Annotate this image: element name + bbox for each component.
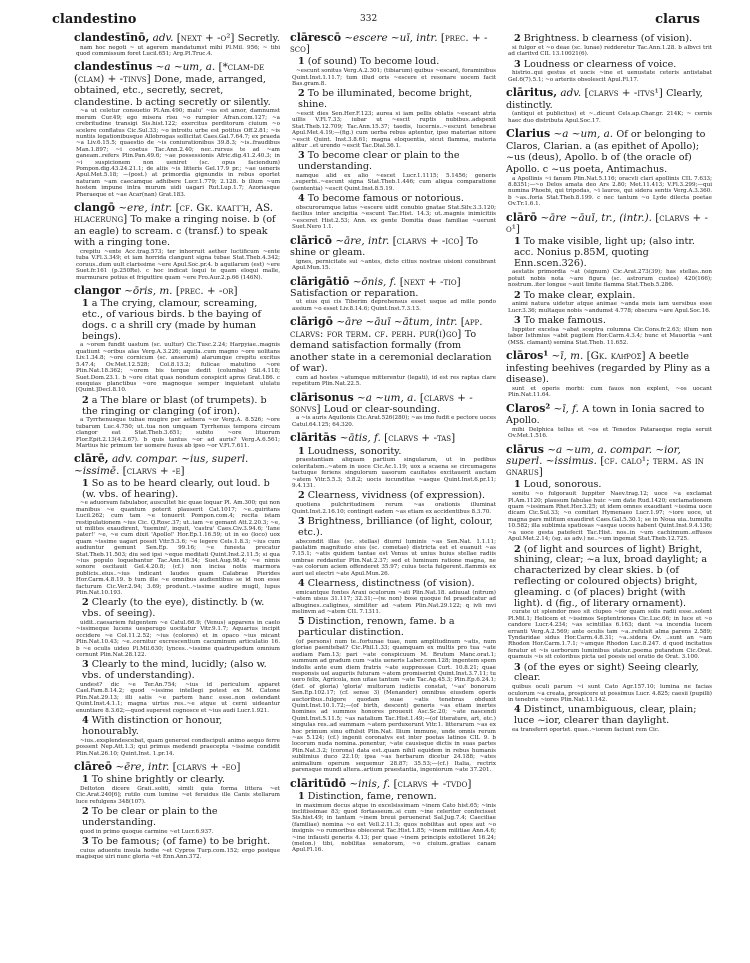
sense-block [290, 491, 496, 515]
etymology: [clarvs + -tvdo] [393, 777, 472, 790]
dictionary-entry [290, 235, 496, 272]
sense-block [506, 291, 712, 315]
entry-head [74, 285, 280, 297]
dictionary-entry [290, 32, 496, 231]
sense-text: With distinction or honour, honourably. [82, 715, 223, 737]
entry-head [74, 761, 280, 773]
sense-number: 5 [298, 616, 305, 628]
entry-head [506, 212, 712, 235]
headword: clāros¹ [506, 349, 549, 363]
sense-block [74, 299, 280, 393]
running-head-right: clarus [655, 12, 700, 27]
sense-text: Brightness, brilliance (of light, colour, etc.). [298, 515, 493, 538]
etymology: [Gk. κλῆρος] [586, 350, 646, 363]
sense-block [290, 579, 496, 615]
sense-text: (of light and sources of light) Bright, shining, clear; ~a lux, broad daylight; a characterized by clear skies. b (of reflecting or coloured objects) bright, gleaming. c (of places) bright (with light). d (fig., of literary ornament). [514, 543, 708, 609]
sense-text: Clearness, vividness (of expression). [307, 490, 486, 502]
sense-number: 1 [298, 445, 305, 457]
sense-number: 1 [82, 477, 89, 489]
grammar-label: ~ōris, m. [124, 285, 173, 298]
grammar-label: ~a ~um, a. [155, 61, 216, 74]
dictionary-entry [290, 778, 496, 854]
sense-text: Brightness. b clearness (of vision). [523, 33, 693, 44]
sense-number: 4 [298, 193, 305, 205]
headword: clāritās [290, 431, 337, 445]
headword: clārē, [74, 452, 109, 466]
sense-text: Loud, sonorous. [523, 479, 602, 491]
sense-text: Loudness, sonority. [307, 445, 402, 457]
entry-head [506, 403, 712, 427]
definition: A town in Ionia sacred to Apollo. [506, 403, 705, 427]
sense-definition [74, 837, 280, 848]
grammar-label: ~ōnis, f. [352, 275, 397, 288]
sense-citations: curate ut splendor meo sit clupeo ~ior quam solis radii esse..solent Pl.Mil.1; Helicem et ~issimos Septentriones Cic.Luc.66; in luce et ~o candore Lucr.4.234; ~as scintillas 6.163; dant ~a incendia lucem erranti Verg.A.2.569; ante oculis tam ~a..refulsit alma parens 2.589; Tyndaridae sidus Hor.Carm.4.8.31; ~a..sidera Ov. ..sunt an ~am Rhodon Hor.Carm.1.7.1; ~amque Rhodon Luc.8.247. d quod incitatius feratur et ~is uerborum luminibus utatur..poema putandum Cic.Orat. quamuis ~is sit coloribus picta uel poesis uel oratio de Orat. 3.100. [508, 609, 712, 661]
sense-number: 3 [82, 836, 89, 848]
column-left [74, 32, 280, 957]
headword: clārigō [290, 315, 334, 329]
dictionary-entry [506, 34, 712, 83]
running-head [0, 12, 750, 28]
dictionary-entry [506, 212, 712, 347]
entry-head [290, 432, 496, 444]
citations: mihi Delphica tellus et ~os et Tenedos Pataraeque regia seruit Ov.Met.1.516. [508, 427, 712, 440]
headword: clangor [74, 284, 121, 298]
definition: To make a ringing noise. b (of an eagle) to scream. c (transf.) to speak with a ringing tone. [74, 214, 276, 249]
sense-text: To be clear or plain to the understanding. [82, 806, 218, 828]
sense-citations: ~escunt sonitus Verg.A.2.301; (tibiarum) quibus ~escant, foraminibus Quint.Inst.1.11.7; tum illud oris ~escere et resonare uocem facit Bas.gram.8. [292, 68, 496, 88]
sense-citations: ~ius..exsplendescebat, quam generosi condiscipuli animo aequo ferre possent Nep.Att.1.3; qui primus medendi praecepta ~issime condidit Plin.Nat.26.10; Quint.Inst. 1.pr.14. [76, 737, 280, 757]
sense-number: 2 [298, 88, 305, 100]
grammar-label: adv. [152, 32, 174, 44]
dictionary-entry [290, 316, 496, 387]
dictionary-entry [74, 761, 280, 861]
sense-definition [74, 660, 280, 682]
dictionary-entry [506, 403, 712, 440]
sense-definition [74, 716, 280, 738]
sense-citations: a ~orem fundit uastum (sc. uultur) Cic.Tusc.2.24; Harpyiae..magnis quatiunt ~oribus alas Verg.A.3.226; aquila..cum magno ~ore uolitans Liv.1.34.8; ~ore cornicum (sc. anserum) alarumque crepitu excitus 5.47.4; Ov.Met.12.528; Col.8.13.2; fulicae matutino ~ore Plin.Nat.18.362; ~orem bis terque dedit (columba) Sil.4.118; Suet.Dom.23.1. b ~ore citat quas nondum conspicit apros Grat.186. c exequias planctibus ~ore magnoque semper inquietant ululatu [Quint.]Decl.8.10. [76, 342, 280, 394]
citations: cum ad hostes ~atumque mitterentur (legati), id est res raptas clare repetitum Plin.Nat.22.5. [292, 374, 496, 388]
sense-block [74, 807, 280, 835]
sense-definition [74, 299, 280, 342]
sense-citations: animi natura uidetur atque animae ~anda meis iam uersibus esse Lucr.3.36; multaque nobis ~andumst 4.778; obscura ~are Apul.Soc.16. [508, 301, 712, 314]
sense-definition [74, 479, 280, 501]
sense-citations: obscurorumque latus ~escere uidit conubio gnatae Stat.Silv.3.3.120; facilius inter ancipitia ~escunt Tac.Hist. 14.3; ut..magnis inimicitiis ~esceret Hist.2.53; Ann. ex gente Domitia duae familiae ~uerunt Suet.Nero 1.1. [292, 205, 496, 231]
headword: clāritus, [506, 86, 558, 100]
sense-block [290, 517, 496, 577]
entry-head [290, 32, 496, 55]
sense-number: 4 [82, 715, 89, 727]
sense-citations: praestantiam aliquam partium singularum, ut in pedibus celeritatem..~atem in uoce Cic.Ac.1.19; uox a scaena se circumagens tactuque feriens singulorum uasorum cauitates excitauerit auctam ~atem Vitr.5.5.3; 5.8.2; uocis iucunditas ~asque Quint.Inst.6.pr.11; 9.4.131. [292, 457, 496, 489]
headword: clāricō [290, 233, 333, 247]
sense-citations: sonitu ~o fulgorauit Iuppiter Naev.trag.12; uoce ~a exclamat Pl.Am.1120; plausum fabulae huic ~um date Rud.1420; exclamationem quam ~issimam Rhet.Her.3.25; ut idem omnes exaudiant ~issima uoce dicam Cic.Sul.33; ~o comitari Hymenaeo Lucr.1.97; ~iore uoce, ut magna pars militum exaudiret Caes.Gal.5.30.1; se in Noua uia..tumultu 10.582; illa sublimia spatiosas ~asque uoces habent Quint.Inst.9.4.136; ~a uoce gesta patefecit Tac.Hist. nos..in ~um cachinnum..effusos Apul.Met.2.14; (sg. as adv.) ne..~um ingemat Stat.Theb.12.725. [508, 491, 712, 543]
sense-citations: Iuppiter excelsa ~abat sceptra columna Cic.Cons.fr.2.63; illum non labor Isthmius ~abit pugilem Hor.Carm.4.3.4; hunc et Mauortia ~ant (MSS. clamant) semina Stat.Theb. 11.652. [508, 327, 712, 346]
entry-head [506, 350, 712, 386]
sense-text: To become famous or notorious. [307, 193, 464, 205]
headword: clārisonus [290, 390, 354, 404]
sense-definition [290, 517, 496, 539]
etymology: [next + -tio] [399, 275, 461, 288]
sense-number: 3 [514, 315, 521, 327]
sense-number: 1 [82, 298, 89, 310]
sense-text: Clearly (to the eye), distinctly. b (w. vbs. of seeing). [82, 597, 265, 620]
sense-citations: histrio..qui gestus et uocis ~ine et uenustate ceteris antistabat Gel.6(7).5.1; ~o arteriis obsolescit Apul.Fl.17. [508, 70, 712, 83]
sense-citations: uidit..caesariem fulgentem ~e Catul.66.9; (Venus) apparens in caelo ~issimeque lucens uesperugo uocitatur Vitr.9.1.7; Aquarius incipit occidere ~e Col.11.2.52; ~ius (colores) et in opaco ~ius micant Plin.Nat.10.43; ~e..cernitur excrescentium cacuminum articulatio 16. b ~e oculis uideo Pl.Mil.630; lynces..~issime quadrupedum omnium cernunt Plin.Nat.28.122. [76, 620, 280, 659]
sense-text: Clearly to the mind, lucidly; (also w. vbs. of understanding). [82, 659, 267, 682]
grammar-label: ~ātis, f. [339, 432, 381, 445]
grammar-label: ~a ~um, a. compar. ~ior, superl. ~issimus. [506, 443, 681, 468]
sense-block [506, 34, 712, 58]
sense-number: 1 [298, 790, 305, 802]
sense-block [506, 545, 712, 661]
sense-block [74, 598, 280, 658]
sense-definition [506, 237, 712, 269]
dictionary-entry [506, 350, 712, 399]
sense-number: 4 [514, 704, 521, 716]
citations: ~a ut celetur consuetio Pl.Am.490; malu' ~us est amor, damnumst merum Cur.49; ego misera risu ~o rumpier Afran.com.127; ~a crebritudine transigi Sis.hist.122; exercitus perditorum ciuium ~o scelere conflatus Cic.Sul.33; ~o introitu urbe est potitus Off.2.81; ~is nuntiis legationibusque Allobrogas sollicitat Caes.Gal.7.64.7; ex praeda ~a Liv.6.15.5; quaestio de ~is coniurationibus 39.8.3; ~is..fraudibus Man.1.897; ~i coetus Tac.Ann.2.40; nec..rursus te ad ~am ganeam..refers Plin.Pan.49.6; ~ae possessionis Afric.dig.41.2.40.3; in ~i suspicionem non ueniret (sc. opus faciendum) Pompon.dig.43.24.21.1; de aliis ~is litteris Gel.17.9 pr.; ~ae ueneris Apul.Met.5.18; —(post.) at primordia gignundis in rebus oportet naturam ~am caecamque adhibere Lucr.1.779; 2.128. b illum ~um hostem impune intra murum uidi uagari Rut.Lup.1.7; Azoriasque Pheraeque et ~ae Acar(nan) Grat.183. [76, 108, 280, 198]
sense-definition [506, 663, 712, 685]
entry-head [290, 392, 496, 416]
sense-block [506, 60, 712, 84]
sense-number: 3 [82, 659, 89, 671]
sense-definition [506, 291, 712, 302]
dictionary-columns [74, 32, 714, 957]
sense-number: 3 [298, 150, 305, 162]
dictionary-entry [506, 87, 712, 124]
page-number: 332 [360, 14, 378, 24]
definition: A beetle infesting beehives (regarded by Pliny as a disease). [506, 351, 711, 386]
citations: a ~is auris Aquilonis Cic.Arat.526(280); ~as imo fudit e pectore uoces Catul.64.125; 64.320. [292, 415, 496, 428]
sense-citations: ~e aduorsum fabulabor, auscultet hic quae loquar Pl. Am.300; qui non manibus ~e quantum poterit plauserit Cat.1017; ~e..quiritans Lucil.262; cum tam ~e tonuerit Pompon.com.4; recita istam restipulationem ~ius Cic. Q.Rosc.37; ut..iam ~e gemant Att.2.20.3; ~e, ut milites exaudirent, 'tuemini', inquit, 'castra' Caes.Civ.3.94.6; 'Iane pater!' ~e, ~e cum dixit 'Apollo!' Hor.Ep.1.16.59; ut in eo (loco) uox quam ~issime uagari possit Vitr.5.3.6; ~e legere Cels.1.8.3; ~ius cum audiuntur gemunt Sen.Ep. 99.16; ~e funesta precatur Stat.Theb.11.503; diu sed ipsi ~eque meditati Quint.Inst.2.11.5; si qua ~ius populo loquebantur Tac.Ann.16.34; Suet.Aug.98.4; ~e nimis sonore oscitauit Gel.4.20.8; (cf.) non incisa notis marmora publicis..eius..~ius indicant laudes quam Calabrae Pierides Hor.Carm.4.8.19. b tum ille ~e omnibus audientibus se id non esse facturum Cic.Ver.2.94; 3.69; produnt..~issime audire mugil, lupus Plin.Nat.10.193. [76, 500, 280, 597]
sense-block [290, 447, 496, 490]
entry-head [290, 235, 496, 259]
etymology: [cf. Gk. κλαγγή, AS. hlacerung] [74, 202, 274, 226]
sense-block [506, 705, 712, 733]
sense-definition [74, 598, 280, 620]
dictionary-entry [290, 432, 496, 773]
definition: Secretly. [237, 33, 280, 44]
entry-head [506, 128, 712, 175]
headword: clangō [74, 201, 116, 215]
headword: clārescō [290, 32, 342, 44]
sense-block [290, 792, 496, 854]
sense-block [290, 194, 496, 230]
sense-definition [290, 194, 496, 205]
dictionary-entry [74, 202, 280, 281]
sense-block [74, 837, 280, 861]
sense-citations: a Tyrrhenusque tubae mugire per aethera ~or Verg.A. 8.526; ~ore tubarum Luc.4.750; ut..tua non umquam Tyrrhenus tempora circum clangor eat Stat.Theb.3.651; subito ~ore lituorum Flor.Epit.2.13(4.2.67). b quis tantus ~or ad auris? Verg.A.6.561; Martius hic primum ter uomere fusus ab ipso ~or V.Fl.7.611. [76, 417, 280, 449]
citations: (antiqui et publicitus) et ~..dicunt Cels.ap.Char.gr. 214K; ~ cernis haec duo distributa Apul.Soc.17. [508, 111, 712, 124]
sense-definition [74, 807, 280, 829]
sense-block [74, 775, 280, 805]
headword: clandestīnō, [74, 32, 150, 44]
sense-definition [290, 491, 496, 502]
sense-text: Distinction, renown, fame. b a particular distinction. [298, 616, 455, 639]
citations: nam hoc negoti ~ ut agerem mandatumst mihi Pl.Mil. 956; ~ tibi quod commissum foret Lucil.651; Arg.Pl.Truc.4. [76, 44, 280, 57]
dictionary-entry [290, 276, 496, 313]
entry-head [74, 61, 280, 108]
sense-definition [506, 545, 712, 610]
entry-head [290, 778, 496, 790]
sense-text: a The crying, clamour, screaming, etc., of various birds. b the baying of dogs. c a shrill cry (made by human beings). [82, 298, 262, 342]
sense-block [290, 151, 496, 192]
sense-block [74, 396, 280, 450]
sense-block [506, 663, 712, 704]
etymology: [app. clarvs: for term. cf. perh. pur(i)go] [290, 316, 483, 340]
etymology: [prec. + -sco] [290, 32, 488, 56]
citations: sunt et operis morbi: cum fauos non explent, ~os uocant Plin.Nat.11.64. [508, 386, 712, 399]
sense-citations: aestatis primordia ~at (signum) Cic.Arat.273(39); has stellas..non potuit nobis nota ~are figura (sc. astrorum custos) 420(166); nostrum..iter longue ~auit limite flamma Stat.Theb.5.286. [508, 269, 712, 289]
headword: clandestīnus [74, 60, 153, 74]
sense-citations: Deltoton dicere Graii..soliti, simili quia forma littera ~et Cic.Arat.240[6]; rutilo cum lumine ~et feruidus ille Canis stellarum luce refulgens 348(107). [76, 785, 280, 805]
sense-citations: emicantque fontes Araxi oculorum ~ati Plin.Nat.18. adiuuat (nitrum) ~atem uisus 31.117; 32.31;—(w. non) bose quoque fel praedicatur ad albugines..caligines, similiter ad ~atem Plin.Nat.29.122; q ivli mvi melinvm ad ~atem CIL 7.1311. [292, 589, 496, 615]
sense-block [290, 89, 496, 149]
sense-number: 1 [514, 236, 521, 248]
sense-number: 2 [82, 806, 89, 818]
etymology: [clarvs + -sonvs] [290, 391, 473, 415]
sense-number: 3 [514, 661, 521, 673]
etymology: [clarvs + -itvs¹] [584, 87, 663, 100]
sense-citations: undest? dic ~e Ter.An.754; ~ius id periculum apparet Cael.Fam.8.14.2; quod ~issime intellegi potest ex M. Catone Plin.Nat.29.13; illi satis ~e partem hanc esse..non ostendant Quint.Inst.4.1.1; magna uirtus res..~e atque ut cerni uideantur enuntiare 8.3.62;—quod superest cognosce et ~ius audi Lucr.1.921. [76, 682, 280, 714]
sense-definition [506, 34, 712, 45]
etymology: [*clam-de (clam) + -tinvs] [74, 61, 265, 85]
sense-definition [74, 775, 280, 786]
entry-head [74, 32, 280, 45]
sense-definition [506, 316, 712, 327]
sense-citations: cuius aduentu insula hodie ~et Cypros Turp.com.152; ergo postque magisque uiri nunc gloria ~et Enn.Ann.372. [76, 847, 280, 861]
entry-head [74, 453, 280, 476]
sense-number: 2 [298, 490, 305, 502]
sense-definition [290, 447, 496, 458]
etymology: [clarvs + -e] [122, 464, 185, 477]
sense-definition [74, 396, 280, 418]
sense-definition [290, 151, 496, 173]
sense-number: 2 [82, 597, 89, 609]
sense-definition [290, 579, 496, 590]
sense-text: To be famous; (of fame) to be bright. [91, 836, 271, 848]
grammar-label: adv. compar. ~ius, superl. ~issimē. [74, 453, 249, 477]
sense-block [74, 479, 280, 597]
entry-head [74, 202, 280, 249]
dictionary-entry [74, 61, 280, 198]
sense-text: To make clear, explain. [523, 289, 636, 301]
definition: To shine or gleam. [290, 235, 479, 259]
definition: To demand satisfaction formally (from another state in a ceremonial declaration of war). [290, 328, 492, 375]
sense-text: a The blare or blast (of trumpets). b the ringing or clanging (of iron). [82, 394, 267, 417]
grammar-label: ~āre ~āuī, tr., (intr.). [540, 211, 652, 224]
etymology: [clarvs + -ico] [392, 234, 464, 247]
sense-block [290, 617, 496, 773]
sense-citations: (of persons) num te..fortunae tuae, num amplitudinum ~atis, num gloriae paenitebat? Cic.Phil.1.33; quamquam ex multis pro tua ~ate audiam Fam.13; pari ~ate conspicuum M. Brutum Manc.orat.1; summum ad gradum cum ~atis ueneris Laber.com.128; ingentem spem indolis ante eum diem fratris ~ate suppressae Curt. 10.8.21; quae responsis uel auguriis futuram ~atem promiserint Quint.Inst.3.7.11; tu uero felix, Agricola, non uitae tantum ~ate Tac.Ag.45.3; Plin.Ep.6.24.1; (def. of gloria) 'gloria' multorum iudiciis constat, '~as' bonorum Sen.Ep.102.17; (cf. sense 3) (Menander) omnibus eiusdem operis auctoribus..fulgore quodam suae ~atis tenebras obduxit Quint.Inst.10.1.72;—(of birth, descent) generis ~as etiam inertes homines ad summos honores prouexit Asc.Sc.20; ~ate nascendi Quint.Inst.5.11.5; ~as natalium Tac.Hist.1.49;—(of literature, art, etc.) singulas res..ad summam ~atem perduxerunt Vitr.1. litterarum ~as ex hoc primum sinu effulsit Plin.Nat. Ilium immune, unde omnis rerum ~as 5.124; (cf.) ingenii coronatvs est inter poetas latinos CIL 9. b locorum nuda nomina..ponentur, ~ate causisque dictis in suas partes Plin.Nat.3.2; (corona) data est..quam nihil equidem in rebus humanis sublimius duco 22.10; ipsa ~as herbarum dicetur 24.188; ~ates animalium operum sequemur 28.87; 35.53;—(cf.) Italia, rectrix parensque mundi altera..artium praestantia, ingeniorum ~ate 37.201. [292, 638, 496, 774]
grammar-label: ~inis, f. [349, 777, 391, 790]
sense-block [74, 716, 280, 757]
sense-number: 1 [82, 774, 89, 786]
definition: Satisfaction or reparation. [290, 287, 419, 299]
citations: crepitu ~ente Acc.trag.573; ter inhorruit aether luctificum ~ente tuba V.Fl.3.349; et iam horrida clangunt signa tubae Stat.Theb.4.342; coruus..dum uult clarissime ~ere Apul.Soc.pr.4. b aquilarum (est) ~ere Suet.fr.161 (p.250Re). c hoc indicat loqui te quam eloqui malle, murmurare potius et friguttire quam ~ere Fro.Aur.2.p.66 (146N). [76, 249, 280, 281]
sense-text: To become clear or plain to the understanding. [298, 150, 460, 173]
definition: Clearly, distinctly. [506, 88, 703, 111]
grammar-label: ~ī, m. [551, 350, 584, 363]
sense-block [74, 660, 280, 714]
etymology: [next + -o²] [176, 32, 235, 44]
dictionary-entry [74, 285, 280, 449]
sense-number: 4 [298, 577, 305, 589]
etymology: [clarvs + -o¹] [506, 211, 709, 235]
running-head-left: clandestino [52, 12, 137, 27]
grammar-label: ~ere, intr. [118, 202, 173, 215]
column-right [506, 32, 712, 957]
dictionary-entry [74, 32, 280, 57]
sense-text: (of sound) To become loud. [307, 56, 440, 68]
citations: ut eius qui cis Tiberim deprehensus esset usque ad mille pondo assium ~o esset Liv.8.14.6; Quint.Inst.7.3.13. [292, 299, 496, 312]
definition: Of or belonging to Claros, Clarian. a (as epithet of Apollo); ~us (deus), Apollo. b of (the oracle of) Apollo. c ~us poeta, Antimachus. [506, 129, 706, 175]
headword: clāreō [74, 759, 113, 773]
sense-text: Distinction, fame, renown. [307, 790, 437, 802]
sense-definition [506, 480, 712, 491]
entry-head [290, 316, 496, 375]
sense-citations: quotiens pulchritudinem rerum ~as orationis illuminat Quint.Inst.2.16.10; contingit eadem ~as etiam ex accidentibus 8.3.70. [292, 502, 496, 515]
grammar-label: ~a ~um, a. [553, 128, 614, 141]
headword: clārō [506, 210, 538, 224]
dictionary-entry [74, 453, 280, 757]
column-middle [290, 32, 496, 957]
definition: Done, made, arranged, obtained, etc., secretly, secret, clandestine. b acting secretly or silently. [74, 73, 271, 108]
headword: clārus [506, 442, 544, 456]
sense-text: To make famous. [523, 315, 606, 327]
sense-definition [290, 89, 496, 111]
grammar-label: adv. [560, 87, 582, 100]
entry-head [506, 444, 712, 479]
etymology: [clarvs + -tas] [384, 432, 456, 445]
sense-text: To shine brightly or clearly. [91, 774, 225, 786]
etymology: [cf. calo¹; term. as in gnarus] [506, 455, 704, 479]
sense-block [506, 237, 712, 289]
headword: clārigātiō [290, 274, 350, 288]
grammar-label: ~ēre, intr. [115, 760, 170, 773]
sense-citations: ~escit dies Sen.Her.F.123; aurea si iam pellis oblatis ~escant atria uillis V.Fl.7.33; iubar ut ~escit ruptis nubibus..adspexit Stat.Theb.12.709; Tac.Ann.15.37; taedis, lucernis..~escunt tenebrae Apul.Met.4.19;—(fig.) cum uerba rebus aptentur, ipso materiae nitore ~escit Quint. Inst.3.8.61; magna eloquentia, sicut flamma, materia alitur ..et urendo ~escit Tac.Dial.36.1. [292, 111, 496, 150]
sense-citations: ea transferri oportet. quae..~iorem faciunt rem Cic. [512, 726, 660, 733]
citations: ignes, pernicitate sui ~antes, dicto citius nostrae uisioni conuibrant Apul.Mun.15. [292, 258, 496, 272]
sense-text: To make visible, light up; (also intr. acc. Nonius p.85M, quoting Enn.scen.326). [514, 236, 695, 269]
headword: Clarius [506, 127, 551, 141]
definition: Loud or clear-sounding. [323, 403, 441, 415]
sense-definition [506, 60, 712, 71]
sense-definition [290, 617, 496, 639]
sense-citations: si fulgor et ~o deae (sc. lunae) redderetur Tac.Ann.1.28. b albvci trit ad claritvd CIL 13.10021(6). [508, 44, 712, 58]
grammar-label: ~a ~um, a. [357, 391, 417, 404]
sense-block [290, 57, 496, 87]
headword: Claros² [506, 401, 551, 415]
sense-text: So as to be heard clearly, out loud. b (w. vbs. of hearing). [82, 477, 270, 500]
sense-number: 1 [298, 56, 305, 68]
sense-number: 2 [514, 289, 521, 301]
sense-block [506, 316, 712, 346]
headword: clāritūdō [290, 776, 347, 790]
sense-text: Distinct, unambiguous, clear, plain; luce ~ior, clearer than daylight. [514, 704, 697, 727]
sense-number: 2 [514, 543, 521, 555]
citations: a Apollinis ~i fanum Plin.Nat.5.116; oracvli clari apollinis CIL 7.633; 8.8351;—~o Delos amata deo Ars 2.80; Met.11.413; V.Fl.3.299;—qui numina Phoebi, qui tripodas, ~i lauros, qui sidera sentis Verg.A.3.360. b ~as..foria Stat.Theb.8.199. c nec tantum ~o Lyde dilecta poetae Ov.Tr.1.6.1. [508, 175, 712, 208]
grammar-label: ~escere ~uī, intr. [344, 32, 438, 44]
sense-text: Loudness or clearness of voice. [523, 58, 677, 70]
grammar-label: ~āre, intr. [335, 234, 390, 247]
sense-number: 1 [514, 479, 521, 491]
etymology: [prec. + -or] [175, 285, 238, 298]
sense-number: 3 [514, 58, 521, 70]
entry-head [290, 276, 496, 300]
sense-text: Clearness, distinctness (of vision). [307, 577, 475, 589]
sense-definition [506, 705, 712, 727]
sense-citations: abscondit illas (sc. stellas) diurni luminis ~as Sen.Nat. 1.1.11; paulatim magnitudo eius (sc. cometae) districta est et euanuit ~as 7.15.1; ~atis quidem tantae est Venus ut unius huius stellae radiis umbrae reddantur Plin.Nat.2.37; sed et luminum ratione magna, ne ~as colorum aciem offenderet 35.97; cuius tecta fulgerent..flammis ex auri uel electri ~ate Apul.Mun.26. [292, 538, 496, 577]
sense-number: 3 [298, 515, 305, 527]
sense-number: 2 [82, 394, 89, 406]
entry-head [506, 87, 712, 111]
etymology: [clarvs + -eo] [172, 760, 241, 773]
sense-citations: namque alid ex alio ~escet Lucr.1.1115; 5.1456; generis ..superbi..~escunt signa Stat.Theb.1.446; cum aliqua comparatione (sententia) ~escit Quint.Inst.8.5.19. [292, 173, 496, 192]
grammar-label: ~āre ~āuī ~ātum, intr. [336, 316, 458, 329]
sense-definition [290, 792, 496, 803]
dictionary-entry [290, 392, 496, 429]
sense-text: (of the eyes or sight) Seeing clearly, clear. [514, 661, 699, 684]
dictionary-entry [506, 128, 712, 207]
dictionary-entry [506, 444, 712, 734]
sense-citations: quibus oculi parum ~i sunt Cato Agr.157.10; lumina ne facias oculorum ~a creata, prospicere ut possimus Lucr. 4.825; caesii (pupilli) in tenebris ~iores Plin.Nat.11.142. [508, 684, 712, 703]
sense-citations: in maximum decus atque in excelsissimam ~inem Cato hist.65; ~inis inclitissimae 83; quod fortasseum..si cum ~ine celeriter confecisset Sis.hist.49; in tantam ~inem breui peruenerat Sal.Jug.7.4; Caeciliae (familiae) nomina ~o est Vell.2.11.3; quos nobilitas aut opes aut ~o insignis ~o rumoribus obiecerat Tac.Hist.1.85; ~inem militiae Ann.4.6; ~ine infausti generis 4.13; per quae ~inem principis extolleret 16.24; (melon.) tibi, nobilitas senatorum, ~o ciuium..gratias canam Apul.Fl.16. [292, 802, 496, 854]
sense-definition [290, 57, 496, 68]
sense-number: 2 [514, 33, 521, 44]
grammar-label: ~ī, f. [553, 402, 579, 415]
sense-block [506, 480, 712, 542]
sense-citations: quod in primo quoque carmine ~et Lucr.6.937. [80, 828, 214, 835]
sense-text: To be illuminated, become bright, shine. [298, 88, 473, 111]
